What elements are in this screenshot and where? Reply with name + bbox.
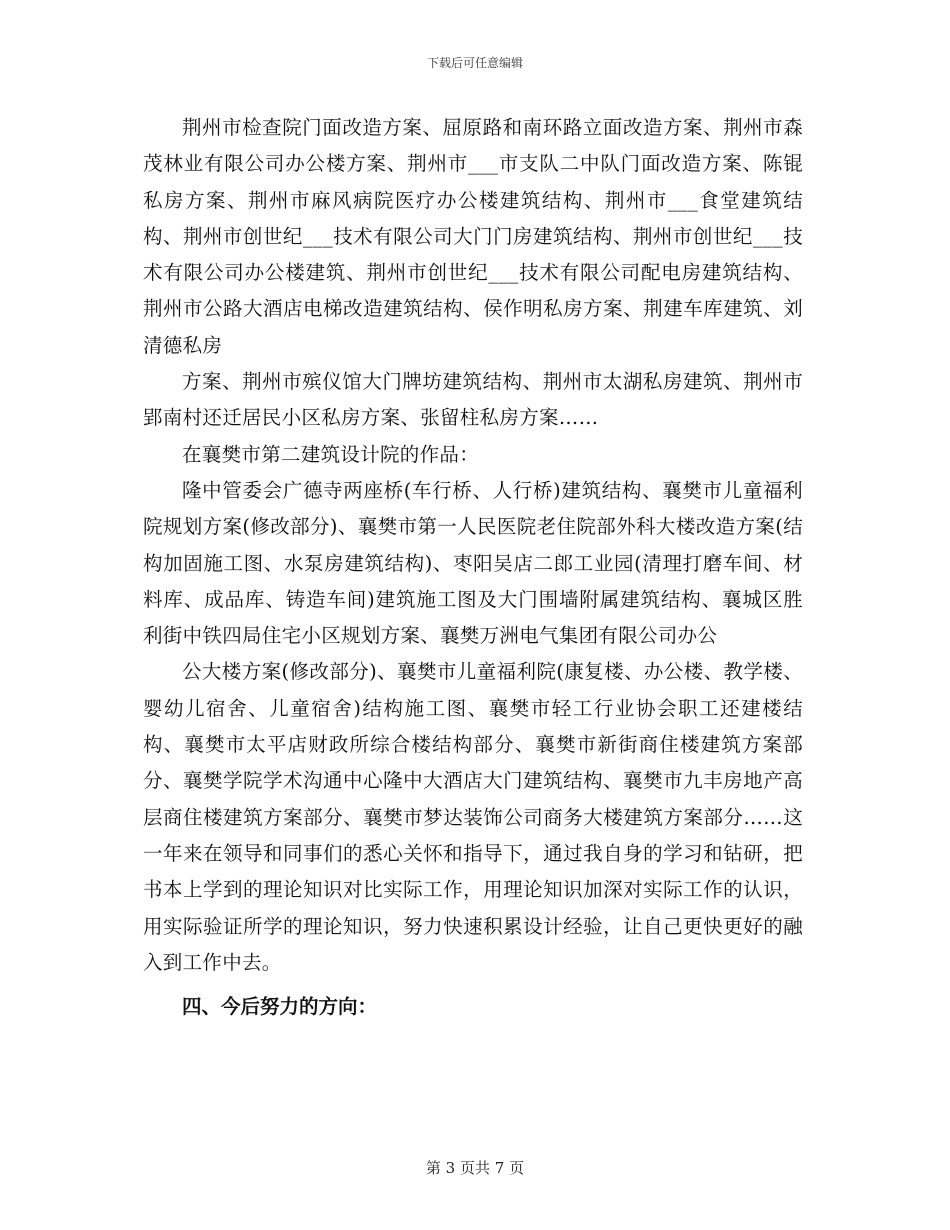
paragraph-xiangfan-projects: 隆中管委会广德寺两座桥(车行桥、人行桥)建筑结构、襄樊市儿童福利院规划方案(修改部分)、襄樊市第一人民医院老住院部外科大楼改造方案(结构加固施工图、水泵房建筑结构)、枣阳吴店二郎工业园(清理打磨车间、材料库、成品库、铸造车间)建筑施工图及大门围墙附属建筑结构、襄城区胜利街中铁四局住宅小区规划方案、襄樊万洲电气集团有限公司办公 bbox=[143, 478, 803, 648]
section-heading: 四、今后努力的方向： bbox=[182, 995, 378, 1019]
paragraph-jingzhou-projects: 荆州市检查院门面改造方案、屈原路和南环路立面改造方案、荆州市森茂林业有限公司办公楼方案、荆州市___市支队二中队门面改造方案、陈锟私房方案、荆州市麻风病院医疗办公楼建筑结构、荆州市___食堂建筑结构、荆州市创世纪___技术有限公司大门门房建筑结构、荆州市创世纪___技术有限公司办公楼建筑、荆州市创世纪___技术有限公司配电房建筑结构、荆州市公路大酒店电梯改造建筑结构、侯作明私房方案、荆建车库建筑、刘清德私房 bbox=[143, 116, 803, 357]
document-body bbox=[143, 110, 803, 1025]
paragraph-xiangfan-intro: 在襄樊市第二建筑设计院的作品： bbox=[182, 442, 480, 466]
page-number: 第 3 页共 7 页 bbox=[425, 1159, 525, 1177]
paragraph-jingzhou-projects-continued: 方案、荆州市殡仪馆大门牌坊建筑结构、荆州市太湖私房建筑、荆州市郢南村还迁居民小区私房方案、张留柱私房方案…… bbox=[143, 370, 803, 430]
paragraph-xiangfan-projects-continued: 公大楼方案(修改部分)、襄樊市儿童福利院(康复楼、办公楼、教学楼、婴幼儿宿舍、儿童宿舍)结构施工图、襄樊市轻工行业协会职工还建楼结构、襄樊市太平店财政所综合楼结构部分、襄樊市新街商住楼建筑方案部分、襄樊学院学术沟通中心隆中大酒店大门建筑结构、襄樊市九丰房地产高层商住楼建筑方案部分、襄樊市梦达装饰公司商务大楼建筑方案部分……这一年来在领导和同事们的悉心关怀和指导下，通过我自身的学习和钻研，把书本上学到的理论知识对比实际工作，用理论知识加深对实际工作的认识，用实际验证所学的理论知识，努力快速积累设计经验，让自己更快更好的融入到工作中去。 bbox=[143, 660, 803, 974]
page-header: 下载后可任意编辑 bbox=[426, 56, 523, 70]
